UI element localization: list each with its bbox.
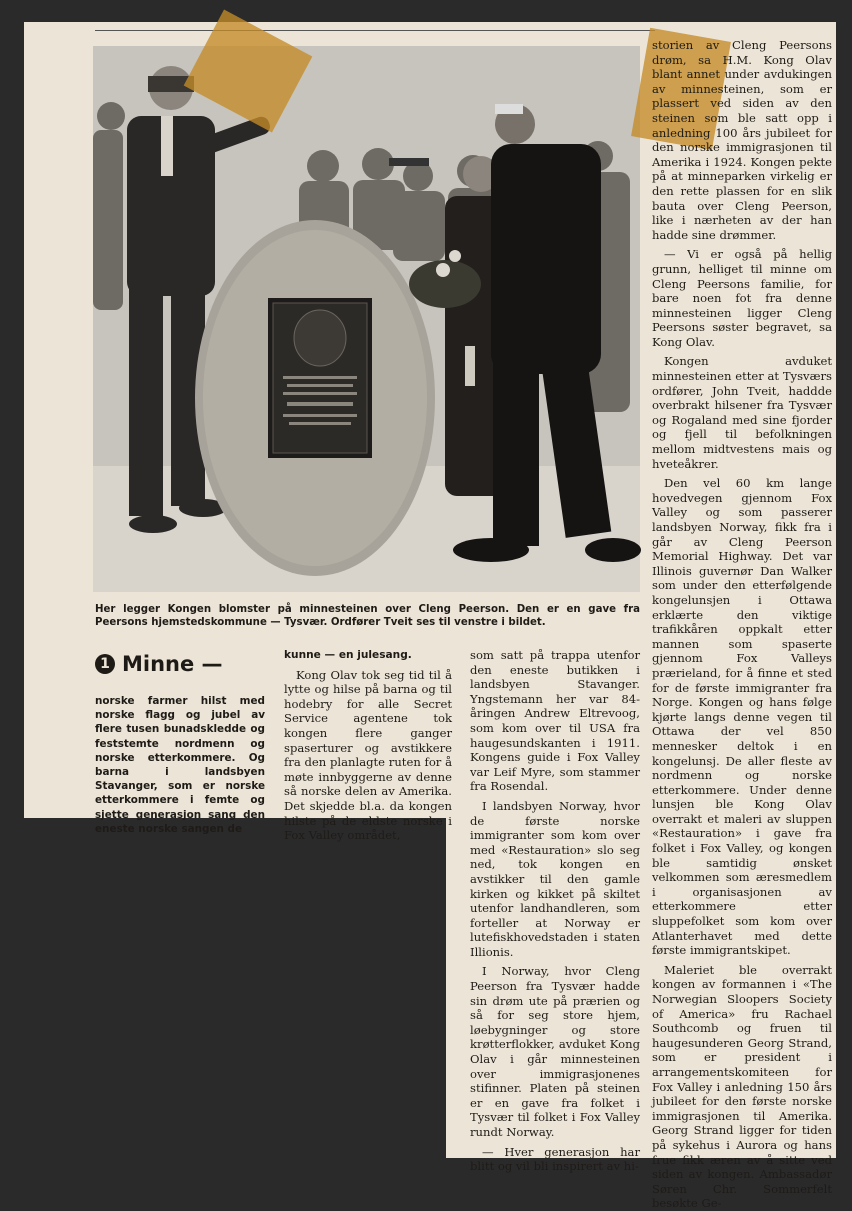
- article-paragraph: Maleriet ble overrakt kongen av formannen i «The Norwegian Sloopers Society of America» fru Rachael Southcomb og fruen til haugesunderen Georg Strand, som er president i arrangementskomiteen for Fox Valley i anledning 150 års jubileet for den første norske immigrasjonen til Amerika. Georg Strand ligger for tiden på sykehus i Aurora og hans frue fikk æren av å sitte ved siden av kongen. Ambassadør Søren Chr. Sommerfelt besøkte Ge-: [652, 962, 832, 1211]
- article-paragraph: — Hver generasjon har blitt og vil bli inspirert av hi-: [470, 1144, 640, 1174]
- section-number-badge: 1: [95, 654, 115, 674]
- column-subhead: kunne — en julesang.: [284, 649, 412, 661]
- article-column-1: [284, 648, 452, 843]
- article-paragraph: storien av Cleng Peersons drøm, sa H.M. Kong Olav blant annet under avdukingen av minnesteinen, som er plassert ved siden av den steinen som ble satt opp i anledning 100 års jubileet for den norske immigrasjonen til Amerika i 1924. Kongen pekte på at minneparken virkelig er den rette plassen for en slik bauta over Cleng Peerson, like i nærheten av der han hadde sine drømmer.: [652, 38, 832, 242]
- article-paragraph: I Norway, hvor Cleng Peerson fra Tysvær hadde sin drøm ute på prærien og så for seg store hjem, løebygninger og store krøtterflokker, avduket Kong Olav i går minnesteinen over immigrasjonenes stifinner. Platen på steinen er en gave fra folket i Tysvær til folket i Fox Valley rundt Norway.: [470, 964, 640, 1139]
- article-column-3: [652, 38, 832, 1211]
- article-paragraph: Kongen avduket minnesteinen etter at Tysværs ordfører, John Tveit, haddde overbrakt hilsener fra Tysvær og Rogaland med sine fjorder og fjell til befolkningen mellom midtvestens mais og hveteåkrer.: [652, 354, 832, 471]
- article-column-2: [470, 648, 640, 1174]
- top-rule: [95, 30, 655, 31]
- headline-title: Minne —: [122, 652, 223, 676]
- headline: [95, 652, 223, 676]
- news-photo: [93, 46, 640, 592]
- article-paragraph: — Vi er også på hellig grunn, helliget til minne om Cleng Peersons familie, for bare noen fot fra denne minnesteinen ligger Cleng Peersons søster begravet, sa Kong Olav.: [652, 247, 832, 349]
- photo-caption: Her legger Kongen blomster på minnesteinen over Cleng Peerson. Den er en gave fra Peersons hjemstedskommune — Tysvær. Ordfører Tveit ses til venstre i bildet.: [95, 604, 640, 628]
- article-paragraph: I landsbyen Norway, hvor de første norske immigranter som kom over med «Restauration» slo seg ned, tok kongen en avstikker til den gamle kirken og kikket på skiltet utenfor landhandleren, som forteller at Norway er lutefiskhovedstaden i staten Illionis.: [470, 798, 640, 959]
- lead-paragraph: norske farmer hilst med norske flagg og jubel av flere tusen bunadskledde og feststemte nordmenn og norske etterkommere. Og barna i landsbyen Stavanger, som er norske etterkommere i femte og sjette generasjon sang den eneste norske sangen de: [95, 695, 265, 835]
- article-paragraph: Kong Olav tok seg tid til å lytte og hilse på barna og til hodebry for alle Secret Service agentene tok kongen flere ganger spaserturer og avstikkere fra den planlagte ruten for å møte innbyggerne av denne så norske delen av Amerika. Det skjedde bl.a. da kongen hilste på de eldste norske i Fox Valley området,: [284, 667, 452, 843]
- article-paragraph: Den vel 60 km lange hovedvegen gjennom Fox Valley og som passerer landsbyen Norway, fikk fra i går av Cleng Peerson Memorial Highway. Det var Illinois guvernør Dan Walker som under den etterfølgende kongelunsjen i Ottawa erklærte den viktige trafikkåren oppkalt etter mannen som spaserte gjennom Fox Valleys prærieland, for å finne et sted for de første immigranter fra Norge. Kongen og hans følge kjørte langs denne vegen til Ottawa der vel 850 mennesker deltok i en kongelunsj. De aller fleste av nordmenn og norske etterkommere. Under denne lunsjen ble Kong Olav overrakt et maleri av sluppen «Restauration» i gave fra folket i Fox Valley, og kongen ble samtidig ønsket velkommen som æresmedlem i organisasjonen av etterkommere etter sluppefolket som kom over Atlanterhavet med dette første immigrantskipet.: [652, 476, 832, 958]
- article-paragraph: som satt på trappa utenfor den eneste butikken i landsbyen Stavanger. Yngstemann her var 84-åringen Andrew Eltrevoog, som kom over til USA fra haugesundskanten i 1911. Kongens guide i Fox Valley var Leif Myre, som stammer fra Rosendal.: [470, 648, 640, 794]
